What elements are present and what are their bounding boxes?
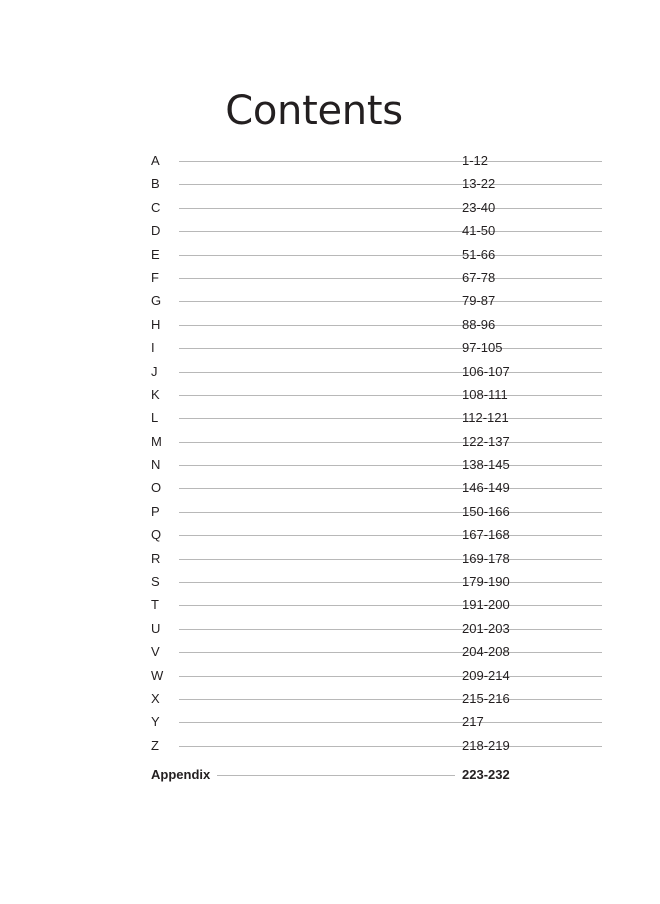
toc-entry-page-range: 97-105 (462, 340, 503, 356)
toc-leader-line (179, 418, 602, 419)
toc-leader-line (179, 161, 602, 162)
toc-leader-line (179, 255, 602, 256)
toc-entry-letter: O (151, 480, 162, 496)
toc-entry (151, 593, 513, 616)
toc-entry-letter: P (151, 503, 160, 519)
toc-entry-page-range: 23-40 (462, 199, 496, 215)
toc-leader-line (179, 465, 602, 466)
toc-entry-page-range: 179-190 (462, 574, 510, 590)
appendix-entry (151, 763, 513, 786)
toc-entry-letter: B (151, 176, 160, 192)
toc-entry (151, 710, 513, 733)
toc-entry-page-range: 79-87 (462, 293, 496, 309)
toc-entry (151, 266, 513, 289)
toc-leader-line (179, 746, 602, 747)
toc-entry-letter: R (151, 550, 161, 566)
toc-entry (151, 453, 513, 476)
toc-leader-line (179, 184, 602, 185)
toc-leader-line (179, 442, 602, 443)
toc-entry (151, 360, 513, 383)
toc-entry-page-range: 150-166 (462, 503, 510, 519)
toc-leader-line (179, 722, 602, 723)
toc-leader-line (179, 395, 602, 396)
toc-entry-letter: Y (151, 714, 160, 730)
toc-leader-line (179, 348, 602, 349)
toc-entry (151, 617, 513, 640)
toc-entry-page-range: 201-203 (462, 620, 510, 636)
toc-entry (151, 523, 513, 546)
toc-leader-line (179, 372, 602, 373)
toc-entry (151, 313, 513, 336)
toc-entry-page-range: 169-178 (462, 550, 510, 566)
toc-leader-line (179, 652, 602, 653)
toc-entry (151, 336, 513, 359)
toc-entry (151, 406, 513, 429)
toc-entry-letter: S (151, 574, 160, 590)
toc-leader-line (179, 605, 602, 606)
toc-entry-page-range: 146-149 (462, 480, 510, 496)
toc-entry (151, 289, 513, 312)
toc-list (151, 149, 513, 757)
toc-leader-line (179, 231, 602, 232)
toc-entry-page-range: 88-96 (462, 316, 496, 332)
toc-entry-letter: F (151, 269, 159, 285)
toc-entry-page-range: 204-208 (462, 644, 510, 660)
toc-entry-page-range: 108-111 (462, 386, 508, 402)
page-title: Contents (225, 88, 403, 134)
toc-entry-page-range: 51-66 (462, 246, 496, 262)
toc-entry (151, 664, 513, 687)
toc-leader-line (179, 325, 602, 326)
toc-entry-page-range: 41-50 (462, 223, 496, 239)
toc-entry (151, 476, 513, 499)
toc-leader-line (179, 301, 602, 302)
toc-entry-letter: I (151, 340, 155, 356)
appendix-page-range: 223-232 (462, 767, 510, 782)
toc-entry-letter: T (151, 597, 159, 613)
toc-entry-letter: H (151, 316, 161, 332)
toc-entry-page-range: 217 (462, 714, 484, 730)
toc-entry (151, 640, 513, 663)
toc-entry-page-range: 218-219 (462, 737, 510, 753)
toc-entry-page-range: 1-12 (462, 153, 489, 168)
toc-entry-letter: U (151, 620, 161, 636)
toc-entry (151, 500, 513, 523)
toc-leader-line (179, 699, 602, 700)
appendix-leader-line (217, 775, 455, 776)
toc-leader-line (179, 582, 602, 583)
toc-entry (151, 196, 513, 219)
toc-entry-page-range: 67-78 (462, 269, 496, 285)
toc-entry-page-range: 191-200 (462, 597, 510, 613)
toc-leader-line (179, 559, 602, 560)
toc-leader-line (179, 278, 602, 279)
toc-entry-letter: V (151, 644, 160, 660)
toc-entry-letter: Q (151, 527, 162, 543)
toc-entry (151, 243, 513, 266)
toc-entry (151, 570, 513, 593)
toc-entry-letter: Z (151, 737, 159, 753)
toc-entry-page-range: 13-22 (462, 176, 496, 192)
toc-entry-page-range: 112-121 (462, 410, 509, 426)
toc-entry-page-range: 106-107 (462, 363, 510, 379)
toc-entry (151, 734, 513, 757)
toc-entry-letter: G (151, 293, 162, 309)
toc-leader-line (179, 512, 602, 513)
toc-entry (151, 149, 513, 172)
toc-entry-letter: M (151, 433, 162, 449)
toc-entry-page-range: 215-216 (462, 690, 510, 706)
toc-entry-letter: D (151, 223, 161, 239)
toc-entry-page-range: 122-137 (462, 433, 510, 449)
toc-entry-letter: L (151, 410, 159, 426)
toc-entry-letter: A (151, 153, 160, 168)
toc-leader-line (179, 535, 602, 536)
toc-leader-line (179, 629, 602, 630)
toc-entry-page-range: 138-145 (462, 457, 510, 473)
toc-entry (151, 219, 513, 242)
toc-leader-line (179, 208, 602, 209)
toc-entry (151, 383, 513, 406)
toc-entry-letter: W (151, 667, 164, 683)
toc-entry (151, 687, 513, 710)
toc-entry (151, 172, 513, 195)
toc-entry-letter: E (151, 246, 160, 262)
toc-entry-page-range: 167-168 (462, 527, 510, 543)
toc-entry-letter: J (151, 363, 158, 379)
toc-entry-letter: K (151, 386, 160, 402)
appendix-label: Appendix (151, 767, 211, 782)
toc-entry (151, 547, 513, 570)
toc-leader-line (179, 488, 602, 489)
toc-entry-letter: N (151, 457, 161, 473)
toc-entry-page-range: 209-214 (462, 667, 510, 683)
toc-entry-letter: X (151, 690, 160, 706)
toc-entry-letter: C (151, 199, 161, 215)
toc-entry (151, 430, 513, 453)
toc-leader-line (179, 676, 602, 677)
